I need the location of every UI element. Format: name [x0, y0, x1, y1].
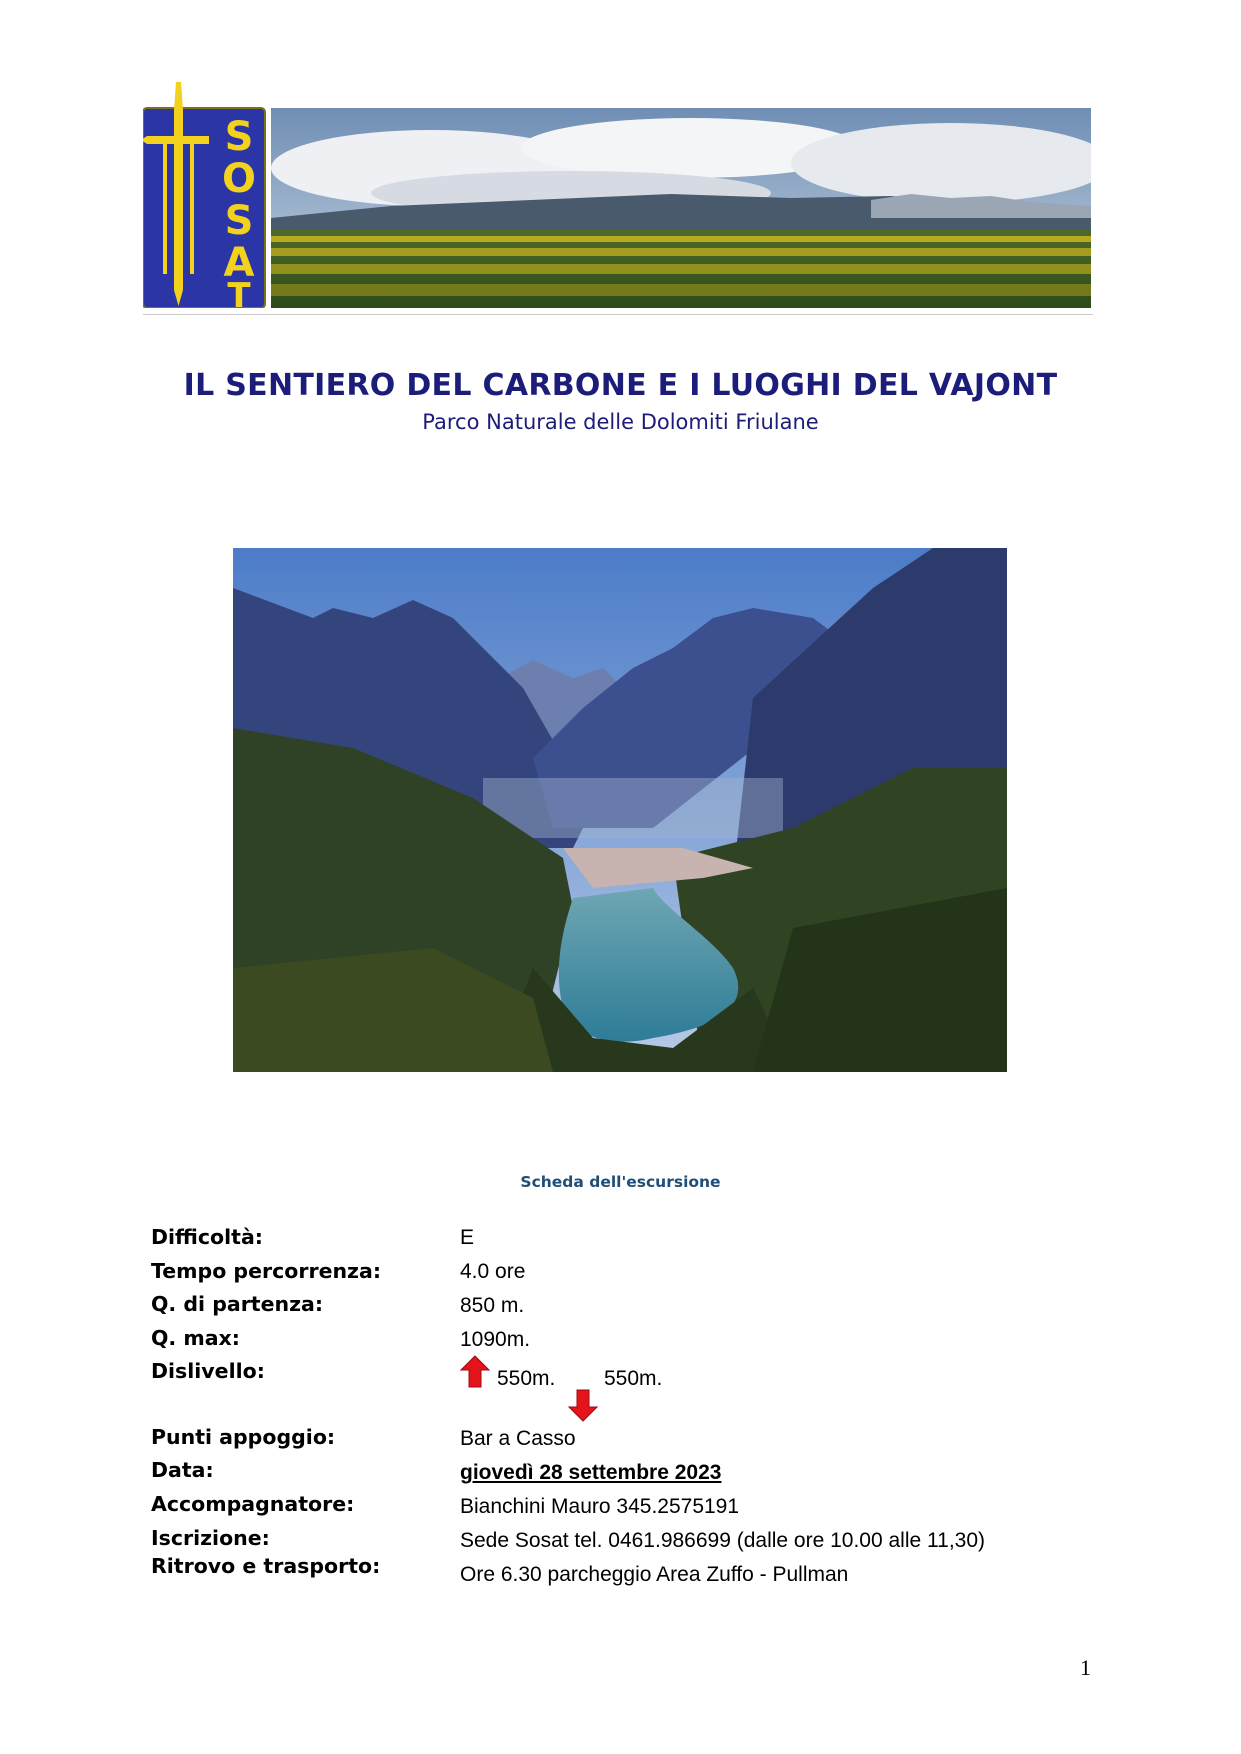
- arrow-up-icon: [460, 1355, 490, 1389]
- label-accompagnatore: Accompagnatore:: [151, 1492, 355, 1516]
- value-data: giovedì 28 settembre 2023: [460, 1461, 722, 1484]
- label-partenza: Q. di partenza:: [151, 1292, 324, 1316]
- value-appoggio: Bar a Casso: [460, 1427, 576, 1450]
- page-subtitle: Parco Naturale delle Dolomiti Friulane: [422, 410, 819, 434]
- logo-letter-o: O: [221, 156, 257, 202]
- value-dislivello-down: 550m.: [604, 1367, 663, 1390]
- header-divider: [143, 314, 1093, 315]
- value-ritrovo: Ore 6.30 parcheggio Area Zuffo - Pullman: [460, 1563, 849, 1586]
- logo-letter-s2: S: [224, 198, 254, 244]
- logo-letter-a: A: [223, 240, 255, 286]
- value-iscrizione: Sede Sosat tel. 0461.986699 (dalle ore 10.00 alle 11,30): [460, 1529, 985, 1552]
- value-accompagnatore: Bianchini Mauro 345.2575191: [460, 1495, 740, 1518]
- logo-letter-t: T: [227, 276, 251, 308]
- section-heading: Scheda dell'escursione: [520, 1173, 721, 1191]
- value-partenza: 850 m.: [460, 1294, 525, 1317]
- value-difficolta: E: [460, 1226, 475, 1249]
- value-max: 1090m.: [460, 1328, 531, 1351]
- label-ritrovo: Ritrovo e trasporto:: [151, 1554, 381, 1578]
- label-max: Q. max:: [151, 1326, 240, 1350]
- label-dislivello: Dislivello:: [151, 1359, 265, 1383]
- page-number: 1: [1080, 1655, 1091, 1680]
- label-tempo: Tempo percorrenza:: [151, 1259, 382, 1283]
- value-dislivello-up: 550m.: [497, 1367, 556, 1390]
- logo-letter-s1: S: [224, 114, 254, 160]
- arrow-down-icon: [568, 1388, 598, 1422]
- sosat-logo: [143, 80, 268, 308]
- label-appoggio: Punti appoggio:: [151, 1425, 336, 1449]
- label-data: Data:: [151, 1458, 214, 1482]
- vajont-lake-photo: [233, 548, 1007, 1072]
- value-tempo: 4.0 ore: [460, 1260, 526, 1283]
- page-title: IL SENTIERO DEL CARBONE E I LUOGHI DEL VAJONT: [183, 368, 1058, 403]
- label-difficolta: Difficoltà:: [151, 1225, 263, 1249]
- header-banner-image: [271, 108, 1091, 308]
- label-iscrizione: Iscrizione:: [151, 1526, 270, 1550]
